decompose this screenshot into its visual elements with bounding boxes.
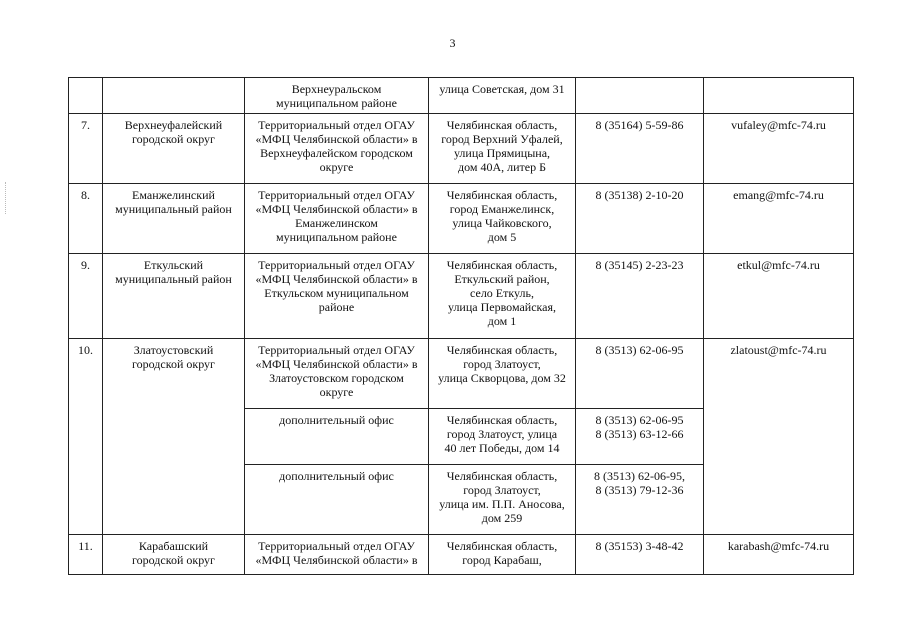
office-name-cell: Территориальный отдел ОГАУ «МФЦ Челябинской области» в Верхнеуфалейском городском округе <box>245 114 429 184</box>
table-row <box>69 114 854 184</box>
phone-cell: 8 (35145) 2-23-23 <box>576 254 704 339</box>
email-cell: zlatoust@mfc-74.ru <box>704 339 854 535</box>
address-cell: улица Советская, дом 31 <box>429 78 576 114</box>
district-cell: Еткульский муниципальный район <box>103 254 245 339</box>
district-cell: Златоустовский городской округ <box>103 339 245 535</box>
email-cell: vufaley@mfc-74.ru <box>704 114 854 184</box>
row-number-cell: 8. <box>69 184 103 254</box>
row-number-cell: 7. <box>69 114 103 184</box>
table-row <box>69 78 854 114</box>
email-cell <box>704 78 854 114</box>
office-name-cell: дополнительный офис <box>245 409 429 465</box>
table-row <box>69 339 854 409</box>
district-cell: Еманжелинский муниципальный район <box>103 184 245 254</box>
table-row <box>69 254 854 339</box>
office-name-cell: Территориальный отдел ОГАУ «МФЦ Челябинской области» в Златоустовском городском округе <box>245 339 429 409</box>
district-cell: Карабашский городской округ <box>103 535 245 575</box>
office-name-cell: Территориальный отдел ОГАУ «МФЦ Челябинской области» в <box>245 535 429 575</box>
office-name-cell: Верхнеуральском муниципальном районе <box>245 78 429 114</box>
phone-cell: 8 (3513) 62-06-95, 8 (3513) 79-12-36 <box>576 465 704 535</box>
phone-cell: 8 (35138) 2-10-20 <box>576 184 704 254</box>
address-cell: Челябинская область, город Верхний Уфалей, улица Прямицына, дом 40А, литер Б <box>429 114 576 184</box>
address-cell: Челябинская область, город Златоуст, улица 40 лет Победы, дом 14 <box>429 409 576 465</box>
mfc-offices-table <box>68 77 854 575</box>
row-number-cell: 9. <box>69 254 103 339</box>
district-cell <box>103 78 245 114</box>
email-cell: karabash@mfc-74.ru <box>704 535 854 575</box>
page-number: 3 <box>449 36 456 50</box>
table-row <box>69 184 854 254</box>
row-number-cell: 11. <box>69 535 103 575</box>
phone-cell: 8 (3513) 62-06-95 8 (3513) 63-12-66 <box>576 409 704 465</box>
address-cell: Челябинская область, город Златоуст, улица Скворцова, дом 32 <box>429 339 576 409</box>
phone-cell <box>576 78 704 114</box>
email-cell: etkul@mfc-74.ru <box>704 254 854 339</box>
office-name-cell: Территориальный отдел ОГАУ «МФЦ Челябинской области» в Еткульском муниципальном районе <box>245 254 429 339</box>
phone-cell: 8 (35164) 5-59-86 <box>576 114 704 184</box>
address-cell: Челябинская область, город Карабаш, <box>429 535 576 575</box>
office-name-cell: Территориальный отдел ОГАУ «МФЦ Челябинской области» в Еманжелинском муниципальном районе <box>245 184 429 254</box>
row-number-cell <box>69 78 103 114</box>
phone-cell: 8 (35153) 3-48-42 <box>576 535 704 575</box>
address-cell: Челябинская область, город Еманжелинск, улица Чайковского, дом 5 <box>429 184 576 254</box>
phone-cell: 8 (3513) 62-06-95 <box>576 339 704 409</box>
district-cell: Верхнеуфалейский городской округ <box>103 114 245 184</box>
address-cell: Челябинская область, Еткульский район, село Еткуль, улица Первомайская, дом 1 <box>429 254 576 339</box>
office-name-cell: дополнительный офис <box>245 465 429 535</box>
address-cell: Челябинская область, город Златоуст, улица им. П.П. Аносова, дом 259 <box>429 465 576 535</box>
row-number-cell: 10. <box>69 339 103 535</box>
table-row <box>69 535 854 575</box>
email-cell: emang@mfc-74.ru <box>704 184 854 254</box>
